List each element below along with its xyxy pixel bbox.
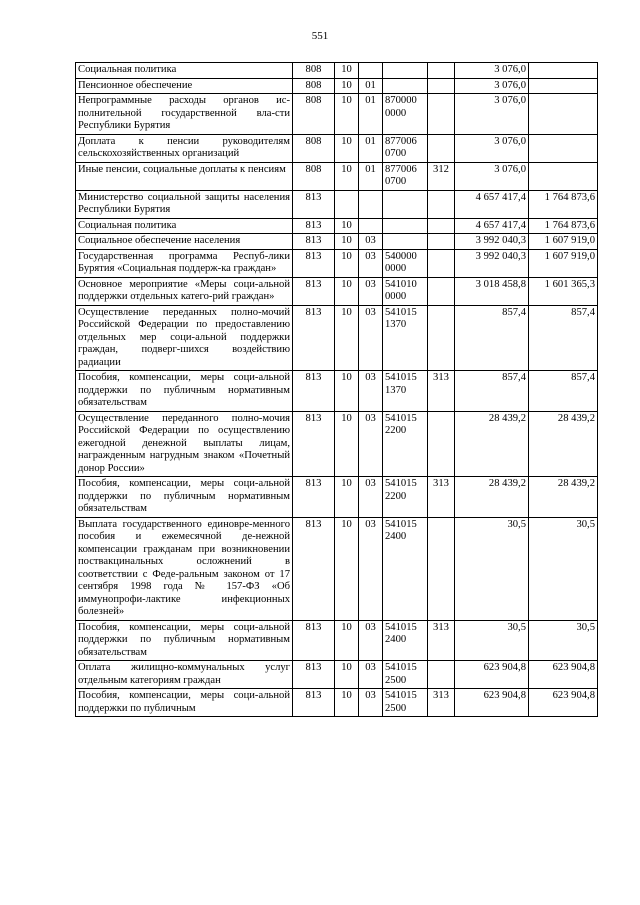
section-code-cell: 10 [335,162,359,190]
table-row [76,249,598,277]
expense-type-code-cell [428,190,455,218]
department-code-cell: 813 [293,517,335,620]
department-code-cell: 808 [293,162,335,190]
target-article-code-cell [383,78,428,94]
table-row [76,371,598,412]
table-row [76,661,598,689]
amount-year2-cell: 1 607 919,0 [529,234,598,250]
subsection-code-cell: 03 [359,661,383,689]
amount-year1-cell: 3 076,0 [455,63,529,79]
amount-year2-cell [529,134,598,162]
subsection-code-cell: 01 [359,94,383,135]
amount-year1-cell: 857,4 [455,305,529,371]
expense-type-code-cell [428,218,455,234]
department-code-cell: 813 [293,249,335,277]
target-article-code-cell: 541015 2400 [383,517,428,620]
amount-year1-cell: 3 992 040,3 [455,249,529,277]
target-article-code-cell: 877006 0700 [383,162,428,190]
amount-year2-cell [529,78,598,94]
amount-year2-cell: 1 764 873,6 [529,190,598,218]
target-article-code-cell [383,190,428,218]
expense-name-cell: Пособия, компенсации, меры соци-альной поддержки по публичным нормативным обязательствам [76,620,293,661]
expense-type-code-cell [428,78,455,94]
table-row [76,94,598,135]
expense-name-cell: Социальная политика [76,63,293,79]
expense-name-cell: Выплата государственного единовре-менного пособия и ежемесячной де-нежной компенсации гражданам при возникновении поствакцинальных осложнений в соответствии с Феде-ральным законом от 17 сентября 1998 года № 157-ФЗ «Об иммунопрофи-лактике инфекционных болезней» [76,517,293,620]
expense-type-code-cell [428,94,455,135]
target-article-code-cell: 541010 0000 [383,277,428,305]
amount-year1-cell: 4 657 417,4 [455,190,529,218]
department-code-cell: 808 [293,78,335,94]
subsection-code-cell: 03 [359,411,383,477]
amount-year2-cell: 1 601 365,3 [529,277,598,305]
amount-year1-cell: 623 904,8 [455,661,529,689]
expense-name-cell: Основное мероприятие «Меры соци-альной поддержки отдельных катего-рий граждан» [76,277,293,305]
expense-type-code-cell [428,305,455,371]
subsection-code-cell: 03 [359,277,383,305]
section-code-cell: 10 [335,305,359,371]
target-article-code-cell [383,234,428,250]
page-number: 551 [311,30,329,42]
expense-type-code-cell [428,661,455,689]
expense-name-cell: Осуществление переданного полно-мочия Российской Федерации по осуществлению ежегодной денежной выплаты лицам, награжденным нагрудным знаком «Почетный донор России» [76,411,293,477]
target-article-code-cell: 541015 2200 [383,477,428,518]
table-row [76,517,598,620]
section-code-cell: 10 [335,277,359,305]
budget-table-body [76,63,598,717]
department-code-cell: 813 [293,305,335,371]
table-row [76,78,598,94]
expense-name-cell: Пенсионное обеспечение [76,78,293,94]
expense-name-cell: Иные пенсии, социальные доплаты к пенсиям [76,162,293,190]
amount-year1-cell: 3 992 040,3 [455,234,529,250]
subsection-code-cell: 03 [359,249,383,277]
amount-year2-cell: 1 764 873,6 [529,218,598,234]
expense-type-code-cell: 313 [428,477,455,518]
amount-year2-cell: 28 439,2 [529,477,598,518]
expense-type-code-cell: 313 [428,371,455,412]
target-article-code-cell [383,218,428,234]
expense-type-code-cell: 313 [428,620,455,661]
table-row [76,218,598,234]
subsection-code-cell: 01 [359,134,383,162]
amount-year2-cell [529,94,598,135]
expense-type-code-cell [428,63,455,79]
section-code-cell: 10 [335,234,359,250]
target-article-code-cell: 541015 2500 [383,689,428,717]
amount-year1-cell: 3 076,0 [455,94,529,135]
department-code-cell: 813 [293,234,335,250]
subsection-code-cell [359,63,383,79]
subsection-code-cell: 03 [359,305,383,371]
section-code-cell: 10 [335,63,359,79]
expense-name-cell: Социальное обеспечение населения [76,234,293,250]
amount-year2-cell: 857,4 [529,305,598,371]
expense-name-cell: Государственная программа Респуб-лики Бурятия «Социальная поддерж-ка граждан» [76,249,293,277]
section-code-cell: 10 [335,661,359,689]
section-code-cell: 10 [335,78,359,94]
subsection-code-cell [359,190,383,218]
target-article-code-cell: 870000 0000 [383,94,428,135]
subsection-code-cell: 03 [359,371,383,412]
department-code-cell: 813 [293,661,335,689]
section-code-cell: 10 [335,134,359,162]
amount-year1-cell: 3 076,0 [455,162,529,190]
amount-year2-cell [529,63,598,79]
amount-year2-cell: 30,5 [529,517,598,620]
table-row [76,477,598,518]
expense-type-code-cell [428,134,455,162]
expense-type-code-cell [428,234,455,250]
section-code-cell: 10 [335,94,359,135]
department-code-cell: 813 [293,218,335,234]
section-code-cell: 10 [335,411,359,477]
expense-name-cell: Пособия, компенсации, меры соци-альной поддержки по публичным нормативным обязательствам [76,371,293,412]
table-row [76,411,598,477]
target-article-code-cell: 540000 0000 [383,249,428,277]
expense-name-cell: Социальная политика [76,218,293,234]
target-article-code-cell: 541015 2500 [383,661,428,689]
subsection-code-cell: 03 [359,689,383,717]
expense-name-cell: Пособия, компенсации, меры соци-альной поддержки по публичным [76,689,293,717]
amount-year1-cell: 28 439,2 [455,477,529,518]
section-code-cell: 10 [335,689,359,717]
amount-year2-cell [529,162,598,190]
department-code-cell: 813 [293,371,335,412]
budget-table [75,62,598,717]
section-code-cell: 10 [335,517,359,620]
expense-name-cell: Осуществление переданных полно-мочий Российской Федерации по предоставлению отдельных мер соци-альной поддержки граждан, подверг-шихся воздействию радиации [76,305,293,371]
target-article-code-cell [383,63,428,79]
table-row [76,162,598,190]
expense-type-code-cell [428,411,455,477]
department-code-cell: 808 [293,63,335,79]
expense-type-code-cell [428,517,455,620]
department-code-cell: 808 [293,94,335,135]
section-code-cell: 10 [335,218,359,234]
amount-year1-cell: 4 657 417,4 [455,218,529,234]
table-row [76,234,598,250]
table-row [76,277,598,305]
expense-name-cell: Пособия, компенсации, меры соци-альной поддержки по публичным нормативным обязательствам [76,477,293,518]
target-article-code-cell: 541015 1370 [383,371,428,412]
amount-year2-cell: 30,5 [529,620,598,661]
expense-type-code-cell: 313 [428,689,455,717]
section-code-cell: 10 [335,620,359,661]
expense-name-cell: Министерство социальной защиты населения Республики Бурятия [76,190,293,218]
target-article-code-cell: 541015 2400 [383,620,428,661]
amount-year1-cell: 3 076,0 [455,134,529,162]
subsection-code-cell [359,218,383,234]
amount-year1-cell: 3 018 458,8 [455,277,529,305]
amount-year1-cell: 857,4 [455,371,529,412]
section-code-cell: 10 [335,249,359,277]
table-row [76,190,598,218]
subsection-code-cell: 03 [359,234,383,250]
department-code-cell: 813 [293,689,335,717]
amount-year1-cell: 28 439,2 [455,411,529,477]
table-row [76,63,598,79]
amount-year2-cell: 623 904,8 [529,689,598,717]
department-code-cell: 808 [293,134,335,162]
expense-name-cell: Доплата к пенсии руководителям сельскохозяйственных организаций [76,134,293,162]
amount-year1-cell: 3 076,0 [455,78,529,94]
amount-year1-cell: 30,5 [455,620,529,661]
amount-year2-cell: 857,4 [529,371,598,412]
department-code-cell: 813 [293,277,335,305]
target-article-code-cell: 877006 0700 [383,134,428,162]
target-article-code-cell: 541015 2200 [383,411,428,477]
subsection-code-cell: 01 [359,162,383,190]
subsection-code-cell: 03 [359,620,383,661]
amount-year1-cell: 30,5 [455,517,529,620]
expense-name-cell: Оплата жилищно-коммунальных услуг отдельным категориям граждан [76,661,293,689]
table-row [76,620,598,661]
subsection-code-cell: 03 [359,477,383,518]
expense-name-cell: Непрограммные расходы органов ис-полнительной государственной вла-сти Республики Бурятия [76,94,293,135]
table-row [76,134,598,162]
subsection-code-cell: 01 [359,78,383,94]
section-code-cell: 10 [335,477,359,518]
amount-year2-cell: 623 904,8 [529,661,598,689]
department-code-cell: 813 [293,477,335,518]
expense-type-code-cell [428,277,455,305]
target-article-code-cell: 541015 1370 [383,305,428,371]
amount-year1-cell: 623 904,8 [455,689,529,717]
department-code-cell: 813 [293,190,335,218]
table-row [76,305,598,371]
expense-type-code-cell [428,249,455,277]
expense-type-code-cell: 312 [428,162,455,190]
department-code-cell: 813 [293,411,335,477]
section-code-cell [335,190,359,218]
subsection-code-cell: 03 [359,517,383,620]
table-row [76,689,598,717]
section-code-cell: 10 [335,371,359,412]
department-code-cell: 813 [293,620,335,661]
amount-year2-cell: 28 439,2 [529,411,598,477]
amount-year2-cell: 1 607 919,0 [529,249,598,277]
